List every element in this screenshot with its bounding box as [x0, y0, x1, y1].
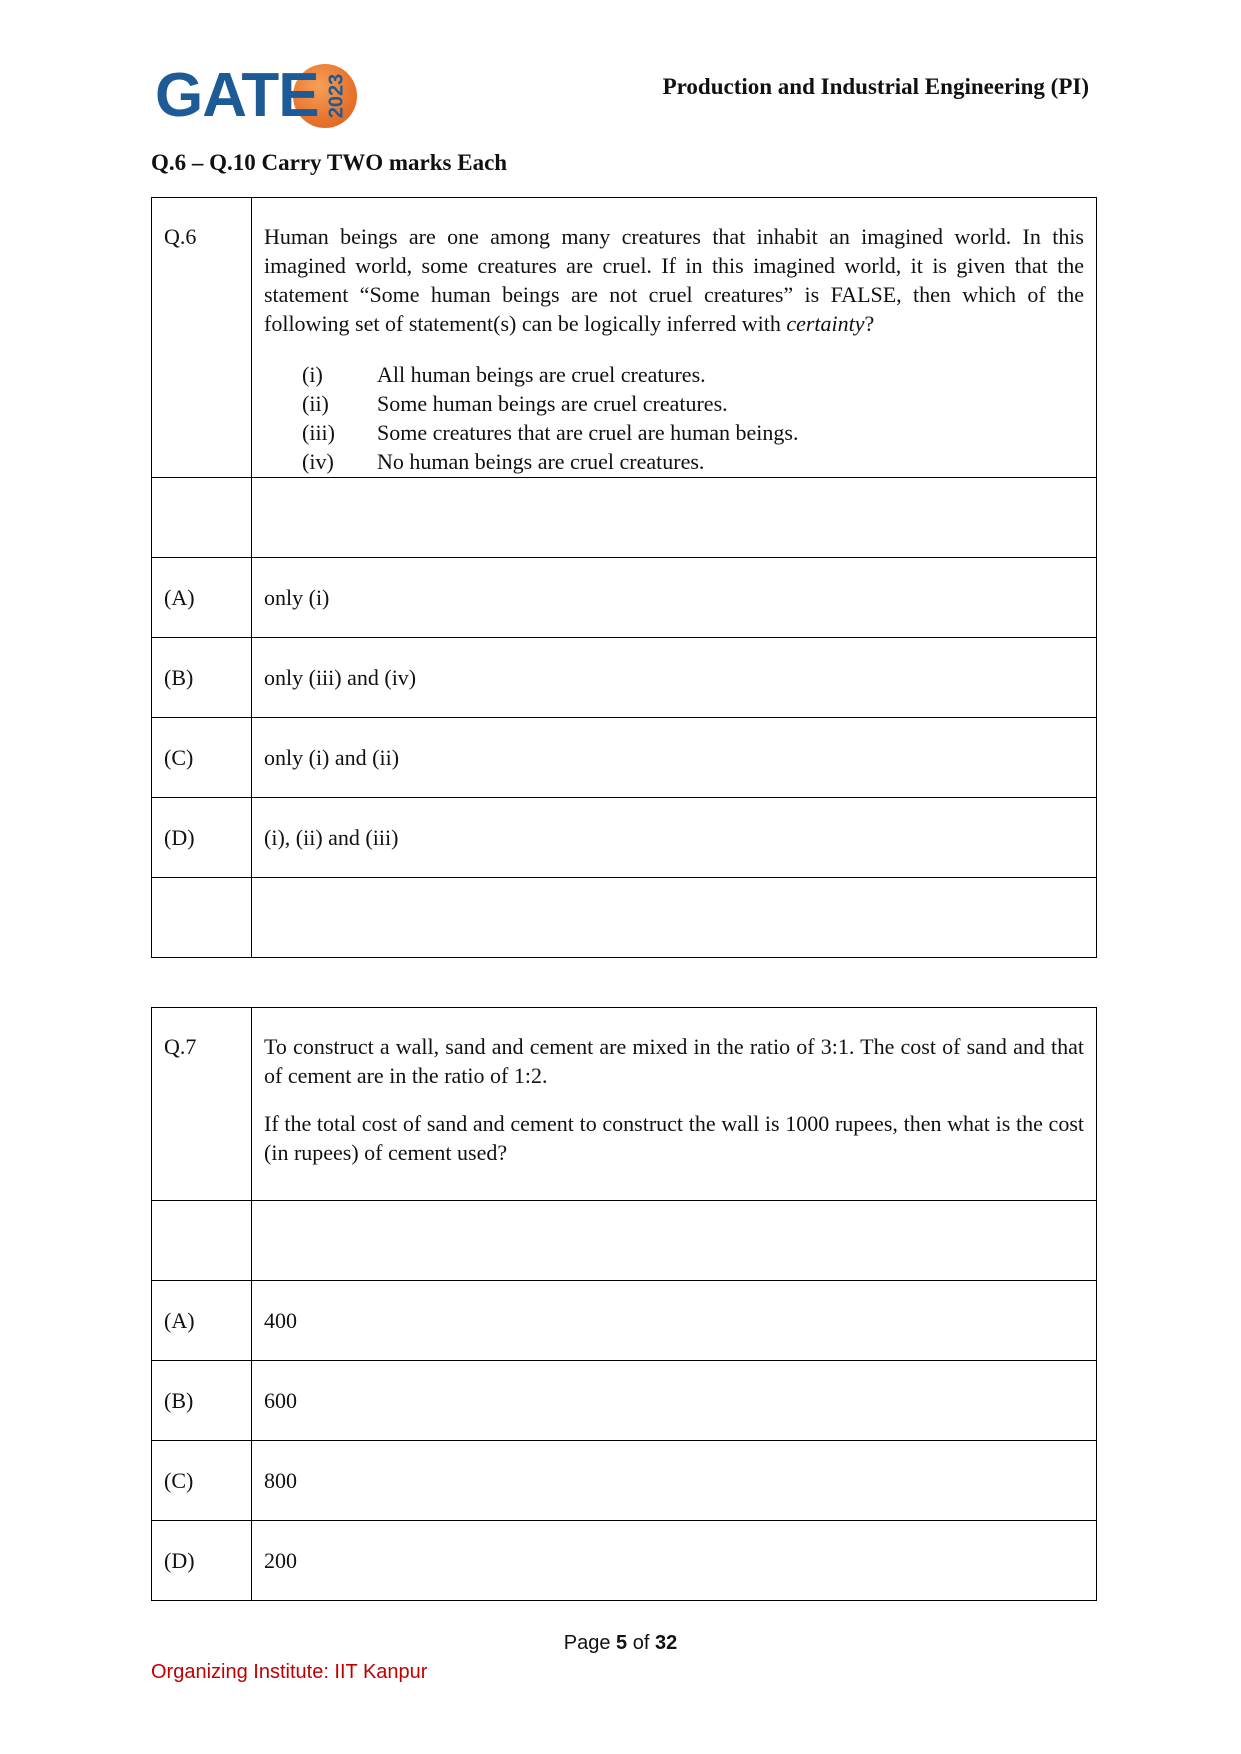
list-item — [302, 360, 1084, 389]
statement-text: Some creatures that are cruel are human beings. — [377, 420, 799, 445]
option-row[interactable] — [152, 798, 1097, 878]
stem-paragraph: To construct a wall, sand and cement are mixed in the ratio of 3:1. The cost of sand and that of cement are in the ratio of 1:2. — [264, 1034, 1084, 1088]
option-text: 400 — [252, 1281, 1097, 1361]
list-item — [302, 389, 1084, 418]
question-number: Q.6 — [152, 198, 252, 478]
option-text: 200 — [252, 1521, 1097, 1601]
organizing-institute: Organizing Institute: IIT Kanpur — [151, 1661, 428, 1683]
page-of: of — [632, 1632, 650, 1654]
option-row[interactable] — [152, 1361, 1097, 1441]
option-row[interactable] — [152, 558, 1097, 638]
stem-paragraph: If the total cost of sand and cement to construct the wall is 1000 rupees, then what is the cost (in rupees) of cement used? — [264, 1111, 1084, 1165]
statement-text: Some human beings are cruel creatures. — [377, 391, 728, 416]
option-row[interactable] — [152, 718, 1097, 798]
stem-text: Human beings are one among many creatures that inhabit an imagined world. In this imagined world, some creatures are cruel. If in this imagined world, it is given that the statement “Some human beings are not cruel creatures” is FALSE, then which of the following set of statement(s) can be logically inferred with — [264, 224, 1084, 336]
option-label: (C) — [152, 1441, 252, 1521]
list-item — [302, 418, 1084, 447]
statement-numeral: (i) — [302, 362, 323, 387]
option-row[interactable] — [152, 1281, 1097, 1361]
option-row[interactable] — [152, 638, 1097, 718]
option-label: (A) — [152, 1281, 252, 1361]
gate-2023-logo — [155, 62, 355, 130]
statement-text: All human beings are cruel creatures. — [377, 362, 706, 387]
page-total: 32 — [654, 1632, 678, 1654]
logo-year: 2023 — [325, 73, 348, 119]
option-label: (D) — [152, 1521, 252, 1601]
question-6-table — [151, 197, 1097, 958]
statement-numeral: (iv) — [302, 449, 334, 474]
paper-title: Production and Industrial Engineering (PI) — [662, 74, 1089, 99]
statement-numeral: (ii) — [302, 391, 329, 416]
statement-numeral: (iii) — [302, 420, 335, 445]
stem-punctuation: ? — [864, 311, 875, 336]
option-text: only (iii) and (iv) — [252, 638, 1097, 718]
list-item — [302, 447, 1084, 476]
blank-row — [152, 878, 1097, 958]
option-row[interactable] — [152, 1521, 1097, 1601]
stem-paragraph — [264, 222, 1084, 338]
question-7-table — [151, 1007, 1097, 1601]
option-row[interactable] — [152, 1441, 1097, 1521]
option-label: (B) — [152, 638, 252, 718]
question-stem — [252, 198, 1097, 478]
option-text: only (i) and (ii) — [252, 718, 1097, 798]
option-text: 600 — [252, 1361, 1097, 1441]
option-label: (A) — [152, 558, 252, 638]
logo-text: GATE — [155, 61, 319, 130]
question-number: Q.7 — [152, 1008, 252, 1201]
blank-row — [152, 1201, 1097, 1281]
statement-list — [302, 360, 1084, 476]
page-number — [0, 1632, 1241, 1655]
option-label: (B) — [152, 1361, 252, 1441]
blank-row — [152, 478, 1097, 558]
option-text: only (i) — [252, 558, 1097, 638]
page-current: 5 — [616, 1632, 628, 1654]
question-stem — [252, 1008, 1097, 1201]
statement-text: No human beings are cruel creatures. — [377, 449, 705, 474]
stem-emphasis: certainty — [786, 311, 865, 336]
page-prefix: Page — [563, 1632, 611, 1654]
option-text: (i), (ii) and (iii) — [252, 798, 1097, 878]
section-heading: Q.6 – Q.10 Carry TWO marks Each — [151, 150, 508, 175]
option-text: 800 — [252, 1441, 1097, 1521]
option-label: (C) — [152, 718, 252, 798]
option-label: (D) — [152, 798, 252, 878]
